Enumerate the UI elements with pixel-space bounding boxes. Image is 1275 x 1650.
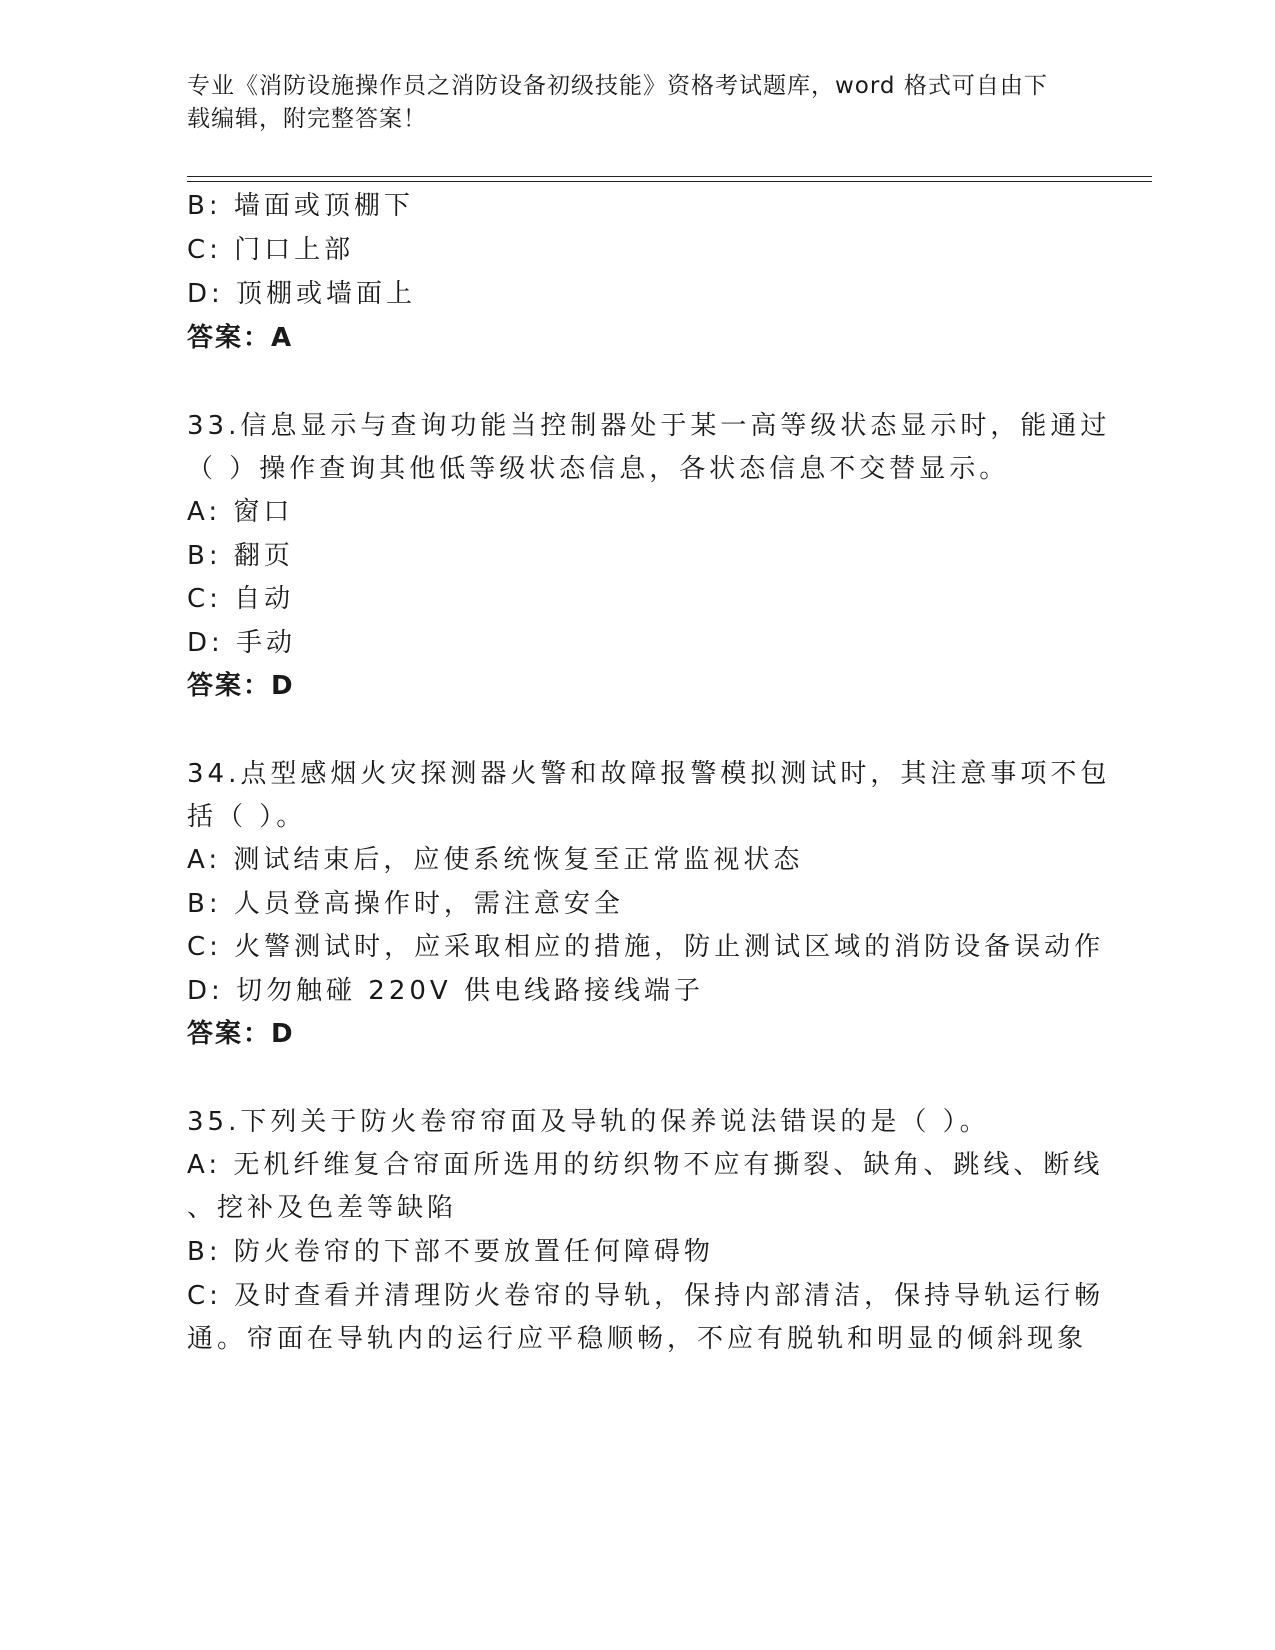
- option-line: A: 测试结束后，应使系统恢复至正常监视状态: [187, 845, 804, 875]
- answer-line: 答案：D: [187, 1019, 295, 1049]
- header-divider: [187, 176, 1152, 177]
- question-stem: （ ）操作查询其他低等级状态信息，各状态信息不交替显示。: [187, 454, 1010, 484]
- question-stem: 33.信息显示与查询功能当控制器处于某一高等级状态显示时，能通过: [187, 411, 1111, 441]
- option-line: B: 人员登高操作时，需注意安全: [187, 889, 624, 919]
- option-line: 、挖补及色差等缺陷: [187, 1193, 458, 1223]
- option-line: B: 翻页: [187, 541, 294, 571]
- option-line: D: 顶棚或墙面上: [187, 279, 417, 309]
- option-line: C: 及时查看并清理防火卷帘的导轨，保持内部清洁，保持导轨运行畅: [187, 1281, 1105, 1311]
- option-line: B: 墙面或顶棚下: [187, 191, 414, 221]
- option-line: A: 无机纤维复合帘面所选用的纺织物不应有撕裂、缺角、跳线、断线: [187, 1150, 1104, 1180]
- option-line: C: 火警测试时，应采取相应的措施，防止测试区域的消防设备误动作: [187, 932, 1105, 962]
- question-stem: 括（ ）。: [187, 802, 307, 832]
- option-line: C: 门口上部: [187, 235, 355, 265]
- option-line: B: 防火卷帘的下部不要放置任何障碍物: [187, 1237, 714, 1267]
- question-stem: 34.点型感烟火灾探测器火警和故障报警模拟测试时，其注意事项不包: [187, 759, 1111, 789]
- document-header: 专业《消防设施操作员之消防设备初级技能》资格考试题库，word 格式可自由下载编辑，附完整答案！: [187, 73, 1048, 132]
- option-line: D: 手动: [187, 628, 297, 658]
- option-line: C: 自动: [187, 584, 295, 614]
- answer-line: 答案：A: [187, 323, 294, 353]
- answer-line: 答案：D: [187, 671, 295, 701]
- option-line: 通。帘面在导轨内的运行应平稳顺畅，不应有脱轨和明显的倾斜现象: [187, 1324, 1088, 1354]
- question-stem: 35.下列关于防火卷帘帘面及导轨的保养说法错误的是（ ）。: [187, 1107, 990, 1137]
- option-line: A: 窗口: [187, 497, 294, 527]
- header-divider-double: [187, 181, 1152, 182]
- option-line: D: 切勿触碰 220V 供电线路接线端子: [187, 976, 704, 1006]
